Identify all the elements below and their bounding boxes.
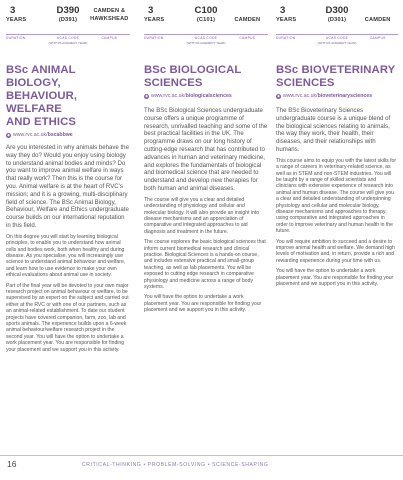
course-title-line2: SCIENCES [276, 77, 335, 89]
ucas-label: UCAS CODE [194, 36, 218, 40]
course-facts [6, 0, 130, 38]
duration-value: 3 [10, 5, 16, 16]
course-column-bioveterinary-sciences [276, 0, 398, 292]
course-column-biological-sciences [144, 0, 268, 318]
ucas-code: C100 [194, 5, 218, 16]
description-paragraph: The BSc Bioveterinary Sciences undergraduate course is a unique blend of the biological sciences relating to animals, the way they work, their health, their diseases, and their relationships with humans. [276, 107, 391, 153]
course-title [276, 64, 398, 90]
course-description [144, 107, 268, 193]
course-link-prefix: www.rvc.ac.uk/ [13, 132, 48, 138]
duration-value: 3 [148, 5, 154, 16]
duration-label: DURATION [276, 36, 296, 40]
placement-note: (WITH PLACEMENT YEAR) [317, 41, 357, 45]
details-paragraph: On this degree you will start by learning biological principles, to enable you to understand how animal cells and bodies work, both when healthy and during disease. As you specialise, you will increasingly use science to understand animal behaviour and welfare, and learn how to use evidence to make your own ethical evaluations about animal use in society. [6, 233, 126, 279]
course-link-prefix: www.rvc.ac.uk/ [151, 93, 186, 99]
course-title-line2: BEHAVIOUR, WELFARE [6, 90, 78, 115]
course-link-prefix: www.rvc.ac.uk/ [283, 93, 318, 99]
page-number: 16 [7, 459, 17, 469]
ucas-code-placement: (C101) [196, 17, 216, 23]
fact-labels [6, 36, 130, 45]
duration-unit: YEARS [6, 17, 27, 23]
campus-line1: CAMDEN & [93, 8, 126, 14]
course-link-suffix: bscabbwe [47, 132, 73, 138]
page-footer [0, 458, 403, 474]
course-title [144, 64, 268, 90]
duration-label: DURATION [6, 36, 26, 40]
campus-label: CAMPUS [101, 36, 118, 40]
details-paragraph: The course explores the basic biological sciences that inform current biomedical research and clinical practice. Biological Sciences is a hands-on course, and includes extensive practical and small-group teaching, as well as lab placements. You will be exposed to cutting edge research in comparative physiology and medicine across a range of body systems. [144, 239, 266, 291]
course-details [276, 158, 398, 288]
fact-labels [276, 36, 398, 45]
course-link[interactable] [276, 93, 398, 99]
course-description [276, 107, 398, 154]
course-title-line3: AND ETHICS [6, 116, 77, 128]
duration-value: 3 [280, 5, 286, 16]
duration-unit: YEARS [144, 17, 165, 23]
footer-tagline: CRITICAL-THINKING • PROBLEM-SOLVING • SCIENCE-SHAPING [82, 462, 269, 468]
description-paragraph: Are you interested in why animals behave the way they do? Would you enjoy using biology to understand animal bodies and minds? Do you want to improve animal welfare in ways that really work? Then this is the course for you. Animal welfare is at the heart of RVC's mission; and it is a growing, multi-disciplinary field of science. The BSc Animal Biology, Behaviour, Welfare and Ethics undergraduate course builds on our international reputation in this field. [6, 144, 129, 229]
globe-icon: ◉ [6, 132, 11, 137]
duration-label: DURATION [144, 36, 164, 40]
campus-line2: CAMDEN [234, 17, 261, 23]
ucas-label: UCAS CODE [325, 36, 349, 40]
footer-divider [0, 455, 403, 456]
divider [276, 34, 398, 35]
ucas-code-placement: (D391) [58, 17, 78, 23]
details-paragraph: You will require ambition to succeed and a desire to improve animal health and welfare. We demand high levels of motivation and, in return, provide a rich and rewarding experience during your time with us. [276, 238, 395, 264]
placement-note: (WITH PLACEMENT YEAR) [186, 41, 226, 45]
globe-icon: ◉ [144, 93, 149, 98]
campus-label: CAMPUS [239, 36, 256, 40]
divider [6, 34, 130, 35]
globe-icon: ◉ [276, 93, 281, 98]
details-paragraph: You will have the option to undertake a work placement year. You are responsible for finding your placement and we support you in this activity. [276, 268, 394, 288]
ucas-code: D300 [325, 5, 349, 16]
course-title [6, 64, 130, 129]
course-link[interactable] [144, 93, 268, 99]
details-paragraph: This course aims to equip you with the latest skills for a range of careers in veterinary-related science, as well as in STEM and non-STEM industries. You will be taught by a range of skilled scientists and clinicians with extensive experience of research into animal and human disease. The course will give you a clear and detailed understanding of underpinning physiology and cellular and molecular biology, disease mechanisms and approaches to therapy, using comparative and integrated approaches in order to improve veterinary and human health in the future. [276, 157, 397, 235]
divider [144, 34, 268, 35]
fact-labels [144, 36, 268, 45]
course-facts [276, 0, 398, 38]
details-paragraph: Part of the final year will be devoted to your own major research project on animal behaviour or welfare, to be supervised by an expert on the subject and carried out either at the RVC or with one of our partners, such as an animal-related establishment. To date our student projects have covered companion, farm, zoo, lab and sports animals. The experience builds upon a 6-week animal behaviour/welfare research project in the second year. You will have the option to undertake a work placement year. You are responsible for finding your placement and we support you in this activity. [6, 282, 129, 353]
course-title-line1: BSc BIOVETERINARY [276, 64, 396, 76]
course-title-line2: SCIENCES [144, 77, 203, 89]
ucas-label: UCAS CODE [56, 36, 80, 40]
ucas-code-placement: (D301) [327, 17, 347, 23]
campus-label: CAMPUS [369, 36, 386, 40]
course-title-line1: BSc ANIMAL BIOLOGY, [6, 64, 76, 89]
course-title-line1: BSc BIOLOGICAL [144, 64, 242, 76]
campus-line2: CAMDEN [364, 17, 391, 23]
course-column-abbwe [6, 0, 130, 357]
campus-line1 [357, 6, 398, 16]
course-details [144, 197, 268, 314]
course-details [6, 234, 130, 353]
course-facts [144, 0, 268, 38]
course-link-suffix: biologicalsciences [185, 93, 232, 99]
campus-line2: HAWKSHEAD [90, 16, 129, 22]
details-paragraph: The course will give you a clear and detailed understanding of physiology and cellular and molecular biology. It will also provide an insight into disease mechanisms and an appreciation of comparative and integrated approaches to aid diagnosis and treatment in the future. [144, 196, 260, 235]
details-paragraph: You will have the option to undertake a work placement year. You are responsible for finding your placement and we support you in this activity. [144, 294, 262, 314]
campus-line1 [227, 6, 268, 16]
course-link-suffix: bioveterinarysciences [317, 93, 373, 99]
course-link[interactable] [6, 132, 130, 138]
ucas-code: D390 [56, 5, 80, 16]
course-description [6, 144, 130, 230]
description-paragraph: The BSc Biological Sciences undergraduate course offers a unique programme of research, unrivalled teaching and some of the best practical facilities in the UK. The programme draws on our long history of cutting-edge research that has contributed to advances in human and veterinary medicine, and explores the fundamentals of biological and biomedical science that are needed to understand and develop new therapies for both human and animal diseases. [144, 107, 268, 192]
placement-note: (WITH PLACEMENT YEAR) [48, 41, 88, 45]
duration-unit: YEARS [276, 17, 297, 23]
